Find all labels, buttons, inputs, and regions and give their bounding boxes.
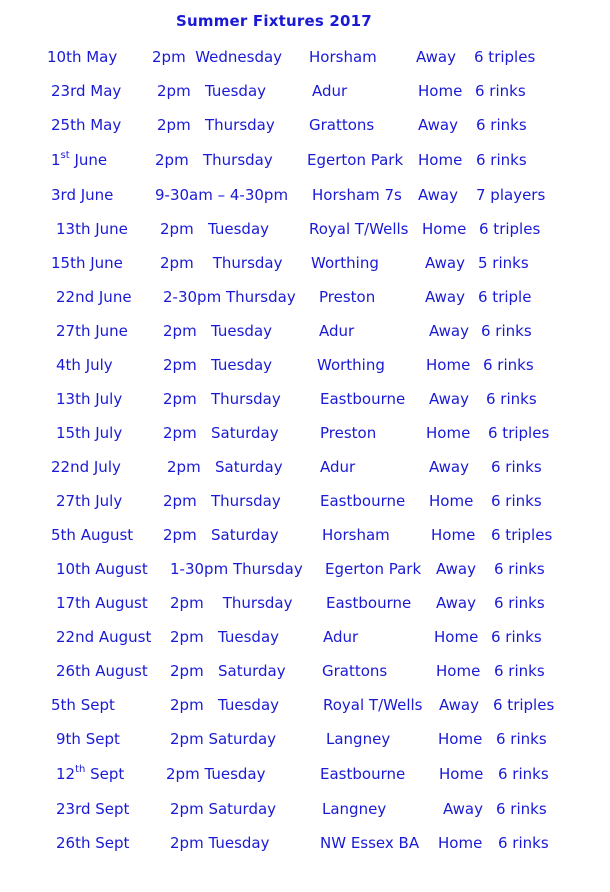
fixture-opponent: Horsham	[322, 526, 390, 544]
fixture-opponent: Horsham	[309, 48, 377, 66]
fixture-format: 6 rinks	[496, 800, 547, 818]
table-row	[0, 730, 610, 752]
table-row	[0, 220, 610, 242]
fixture-format: 6 rinks	[498, 834, 549, 852]
table-row	[0, 594, 610, 616]
fixture-time-day: 2pm Saturday	[170, 730, 277, 748]
fixture-format: 7 players	[476, 186, 546, 204]
table-row	[0, 492, 610, 514]
fixture-venue: Home	[418, 82, 463, 100]
fixture-date: 22nd August	[56, 628, 152, 646]
fixture-date: 23rd Sept	[56, 800, 130, 818]
fixture-venue: Away	[418, 186, 458, 204]
table-row	[0, 151, 610, 173]
fixture-venue: Home	[426, 356, 471, 374]
fixture-date: 12th Sept	[56, 764, 125, 783]
fixture-date: 23rd May	[51, 82, 122, 100]
fixture-opponent: Adur	[323, 628, 359, 646]
table-row	[0, 800, 610, 822]
fixture-format: 6 triples	[488, 424, 550, 442]
fixture-time-day: 2pm Thursday	[163, 492, 281, 510]
fixture-time-day: 2pm Tuesday	[166, 765, 266, 783]
fixture-format: 6 rinks	[476, 151, 527, 169]
fixture-time-day: 1-30pm Thursday	[170, 560, 303, 578]
table-row	[0, 628, 610, 650]
fixture-format: 6 rinks	[494, 662, 545, 680]
page-title: Summer Fixtures 2017	[176, 12, 372, 30]
fixture-time-day: 2pm Tuesday	[163, 356, 273, 374]
fixture-format: 6 triples	[479, 220, 541, 238]
fixture-format: 6 triples	[493, 696, 555, 714]
fixture-date: 13th June	[56, 220, 128, 238]
fixture-opponent: Langney	[326, 730, 391, 748]
fixture-format: 6 rinks	[494, 594, 545, 612]
fixture-format: 6 rinks	[486, 390, 537, 408]
table-row	[0, 662, 610, 684]
fixture-time-day: 2pm Saturday	[163, 526, 279, 544]
fixture-date: 25th May	[51, 116, 122, 134]
fixture-date: 5th August	[51, 526, 134, 544]
fixture-opponent: Egerton Park	[307, 151, 404, 169]
table-row	[0, 116, 610, 138]
fixture-format: 6 rinks	[491, 628, 542, 646]
fixture-format: 6 rinks	[496, 730, 547, 748]
fixture-opponent: Royal T/Wells	[309, 220, 409, 238]
fixture-opponent: Egerton Park	[325, 560, 422, 578]
fixture-opponent: Adur	[312, 82, 348, 100]
fixture-format: 6 rinks	[491, 458, 542, 476]
fixture-opponent: Horsham 7s	[312, 186, 402, 204]
fixture-time-day: 2pm Thursday	[155, 151, 273, 169]
fixture-time-day: 2pm Saturday	[167, 458, 283, 476]
fixture-date: 22nd June	[56, 288, 132, 306]
fixture-opponent: Preston	[320, 424, 377, 442]
fixture-venue: Home	[418, 151, 463, 169]
fixture-date: 1st June	[51, 150, 108, 169]
table-row	[0, 288, 610, 310]
table-row	[0, 254, 610, 276]
table-row	[0, 186, 610, 208]
fixture-time-day: 2pm Thursday	[170, 594, 293, 612]
fixture-opponent: Grattons	[309, 116, 375, 134]
fixture-format: 6 triple	[478, 288, 532, 306]
fixture-date: 22nd July	[51, 458, 121, 476]
fixture-date: 10th August	[56, 560, 148, 578]
fixture-format: 6 triples	[474, 48, 536, 66]
table-row	[0, 48, 610, 70]
fixture-date: 10th May	[47, 48, 118, 66]
fixture-format: 6 rinks	[491, 492, 542, 510]
fixture-venue: Away	[416, 48, 456, 66]
fixture-date: 26th August	[56, 662, 148, 680]
fixture-time-day: 2pm Saturday	[170, 800, 277, 818]
fixture-date: 27th July	[56, 492, 123, 510]
fixture-venue: Home	[422, 220, 467, 238]
fixture-date: 9th Sept	[56, 730, 120, 748]
fixture-time-day: 2pm Tuesday	[157, 82, 267, 100]
fixture-venue: Home	[426, 424, 471, 442]
fixture-opponent: Langney	[322, 800, 387, 818]
fixture-opponent: Eastbourne	[320, 765, 406, 783]
fixture-opponent: Grattons	[322, 662, 388, 680]
table-row	[0, 82, 610, 104]
fixture-time-day: 2pm Saturday	[170, 662, 286, 680]
table-row	[0, 458, 610, 480]
fixture-venue: Away	[439, 696, 479, 714]
fixture-date: 13th July	[56, 390, 123, 408]
fixture-venue: Home	[439, 765, 484, 783]
fixture-time-day: 2pm Tuesday	[160, 220, 270, 238]
fixture-time-day: 9-30am – 4-30pm	[155, 186, 289, 204]
fixture-venue: Home	[438, 834, 483, 852]
fixture-venue: Home	[436, 662, 481, 680]
fixture-opponent: Worthing	[317, 356, 385, 374]
fixture-venue: Away	[429, 390, 469, 408]
table-row	[0, 356, 610, 378]
fixture-time-day: 2pm Thursday	[163, 390, 281, 408]
fixture-format: 6 rinks	[483, 356, 534, 374]
fixture-date: 27th June	[56, 322, 128, 340]
fixture-format: 6 rinks	[475, 82, 526, 100]
fixture-date: 15th June	[51, 254, 123, 272]
fixture-venue: Home	[438, 730, 483, 748]
table-row	[0, 696, 610, 718]
table-row	[0, 526, 610, 548]
fixture-date: 26th Sept	[56, 834, 130, 852]
table-row	[0, 390, 610, 412]
fixture-format: 6 rinks	[476, 116, 527, 134]
fixture-time-day: 2pm Tuesday	[170, 628, 280, 646]
fixture-date: 4th July	[56, 356, 113, 374]
fixture-venue: Away	[425, 288, 465, 306]
fixture-format: 6 rinks	[498, 765, 549, 783]
table-row	[0, 424, 610, 446]
fixture-format: 6 rinks	[481, 322, 532, 340]
fixture-date: 5th Sept	[51, 696, 115, 714]
fixture-venue: Away	[436, 594, 476, 612]
fixture-time-day: 2-30pm Thursday	[163, 288, 296, 306]
fixture-opponent: NW Essex BA	[320, 834, 420, 852]
fixture-date: 15th July	[56, 424, 123, 442]
fixture-date: 17th August	[56, 594, 148, 612]
fixture-venue: Away	[436, 560, 476, 578]
fixture-time-day: 2pm Saturday	[163, 424, 279, 442]
table-row	[0, 322, 610, 344]
table-row	[0, 765, 610, 787]
fixture-time-day: 2pm Tuesday	[163, 322, 273, 340]
fixture-venue: Away	[443, 800, 483, 818]
fixture-venue: Home	[431, 526, 476, 544]
fixture-opponent: Royal T/Wells	[323, 696, 423, 714]
fixture-time-day: 2pm Thursday	[157, 116, 275, 134]
fixture-venue: Away	[429, 322, 469, 340]
fixture-venue: Home	[429, 492, 474, 510]
fixture-time-day: 2pm Thursday	[160, 254, 283, 272]
fixture-opponent: Eastbourne	[320, 390, 406, 408]
fixture-venue: Away	[425, 254, 465, 272]
fixture-opponent: Eastbourne	[320, 492, 406, 510]
fixture-opponent: Adur	[320, 458, 356, 476]
fixture-opponent: Adur	[319, 322, 355, 340]
fixture-opponent: Preston	[319, 288, 376, 306]
fixture-time-day: 2pm Wednesday	[152, 48, 283, 66]
fixture-venue: Home	[434, 628, 479, 646]
fixture-format: 5 rinks	[478, 254, 529, 272]
fixture-time-day: 2pm Tuesday	[170, 834, 270, 852]
fixture-format: 6 triples	[491, 526, 553, 544]
fixture-time-day: 2pm Tuesday	[170, 696, 280, 714]
fixture-opponent: Worthing	[311, 254, 379, 272]
table-row	[0, 560, 610, 582]
fixture-venue: Away	[418, 116, 458, 134]
fixture-format: 6 rinks	[494, 560, 545, 578]
fixture-opponent: Eastbourne	[326, 594, 412, 612]
fixture-date: 3rd June	[51, 186, 114, 204]
fixture-venue: Away	[429, 458, 469, 476]
table-row	[0, 834, 610, 856]
